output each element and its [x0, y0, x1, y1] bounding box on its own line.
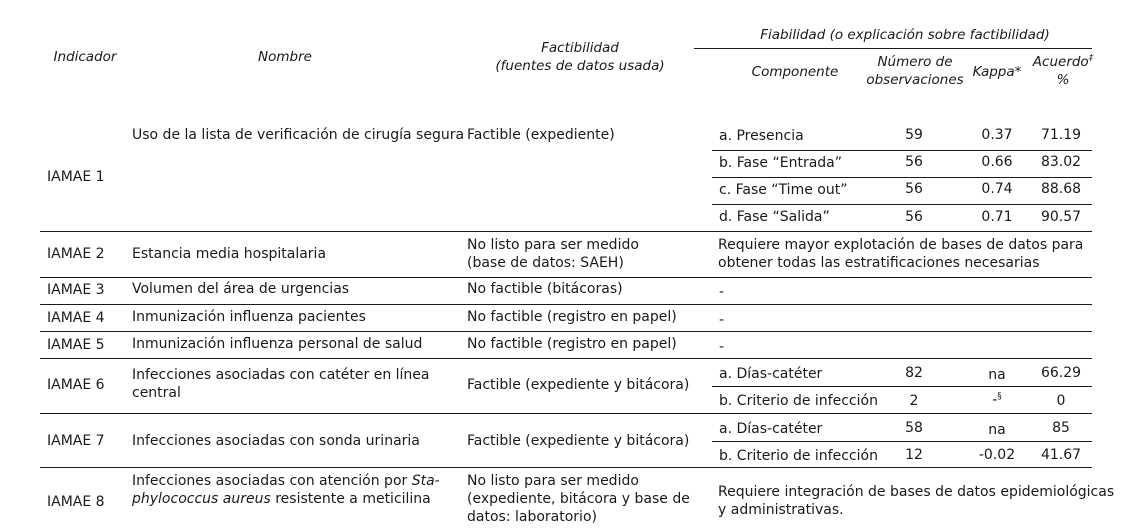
header-nombre: Nombre: [258, 49, 312, 65]
row8-factibilidad-line1: No listo para ser medido: [467, 473, 639, 489]
row-divider: [40, 467, 1092, 468]
header-num-obs-line1: Número de: [877, 54, 953, 70]
row2-factibilidad-line1: No listo para ser medido: [467, 237, 639, 253]
header-factibilidad: [460, 39, 700, 75]
row8-fiabilidad-line2: y administrativas.: [718, 502, 844, 518]
row4-nombre: Inmunización influenza pacientes: [132, 309, 366, 325]
row7-comp-b-n: 12: [905, 447, 923, 463]
row1-comp-d-kappa: 0.71: [981, 209, 1013, 225]
row1-indicador: IAMAE 1: [47, 169, 105, 185]
row6-factibilidad: Factible (expediente y bitácora): [467, 377, 690, 393]
row1-comp-d-n: 56: [905, 209, 923, 225]
row7-comp-b-acuerdo: 41.67: [1040, 447, 1082, 463]
row6-rule-a: [712, 386, 1092, 387]
row8-factibilidad-line2: (expediente, bitácora y base de: [467, 491, 690, 507]
row7-comp-b: b. Criterio de infección: [719, 448, 878, 464]
row1-comp-c: c. Fase “Time out”: [719, 182, 848, 198]
row-divider: [40, 277, 1092, 278]
header-indicador: Indicador: [53, 49, 117, 65]
row6-nombre-line2: central: [132, 385, 181, 401]
header-fiabilidad-rule: [694, 48, 1092, 49]
row7-comp-b-kappa: -0.02: [978, 447, 1016, 463]
row-divider: [40, 358, 1092, 359]
row-divider: [40, 331, 1092, 332]
row3-factibilidad: No factible (bitácoras): [467, 281, 623, 297]
row-divider: [40, 413, 1092, 414]
row8-nombre-line2: [132, 490, 454, 508]
row2-factibilidad-line2: (base de datos: SAEH): [467, 255, 624, 271]
row1-comp-c-n: 56: [905, 181, 923, 197]
row3-fiabilidad: -: [719, 284, 725, 300]
row8-factibilidad: [467, 472, 695, 526]
row1-comp-a-acuerdo: 71.19: [1040, 127, 1082, 143]
row5-nombre: Inmunización influenza personal de salud: [132, 336, 423, 352]
row-divider: [40, 231, 1092, 232]
row1-comp-b-acuerdo: 83.02: [1040, 154, 1082, 170]
row1-comp-a: a. Presencia: [719, 128, 804, 144]
row8-factibilidad-line3: datos: laboratorio): [467, 509, 597, 525]
row6-nombre-line1: Infecciones asociadas con catéter en línea: [132, 367, 430, 383]
row6-comp-b-kappa: [966, 391, 1028, 409]
row1-rule-c: [712, 204, 1092, 205]
row8-nombre-line2-text: resistente a meticilina: [270, 491, 431, 507]
row1-comp-d-acuerdo: 90.57: [1040, 209, 1082, 225]
row1-rule-a: [712, 150, 1092, 151]
row7-comp-a: a. Días-catéter: [719, 421, 823, 437]
header-acuerdo-label: Acuerdo: [1032, 54, 1089, 70]
row1-comp-b: b. Fase “Entrada”: [719, 155, 843, 171]
row7-nombre: Infecciones asociadas con sonda urinaria: [132, 433, 420, 449]
row3-nombre: Volumen del área de urgencias: [132, 281, 350, 297]
row6-comp-a-acuerdo: 66.29: [1040, 365, 1082, 381]
row6-comp-b-kappa-mark: §: [997, 391, 1002, 402]
row1-comp-d: d. Fase “Salida”: [719, 209, 830, 225]
row2-factibilidad: [467, 236, 639, 272]
row6-comp-a: a. Días-catéter: [719, 366, 823, 382]
row5-indicador: IAMAE 5: [47, 337, 105, 353]
row7-comp-a-kappa: na: [988, 422, 1006, 438]
row8-indicador: IAMAE 8: [47, 494, 105, 510]
row6-comp-b-kappa-value: -: [992, 392, 998, 408]
row8-nombre: [132, 472, 454, 508]
header-factibilidad-line1: Factibilidad: [541, 40, 619, 56]
row7-indicador: IAMAE 7: [47, 433, 105, 449]
header-fiabilidad: Fiabilidad (o explicación sobre factibilidad): [760, 27, 1050, 43]
row7-rule-a: [712, 441, 1092, 442]
row1-factibilidad: Factible (expediente): [467, 127, 615, 143]
row6-indicador: IAMAE 6: [47, 377, 105, 393]
header-acuerdo-mark: ‡: [1088, 53, 1094, 64]
row7-factibilidad: Factible (expediente y bitácora): [467, 433, 690, 449]
row6-comp-a-kappa: na: [988, 367, 1006, 383]
row8-nombre-line1: [132, 472, 454, 490]
row6-comp-a-n: 82: [905, 365, 923, 381]
row2-fiabilidad-line1: Requiere mayor explotación de bases de datos para: [718, 237, 1084, 253]
row4-factibilidad: No factible (registro en papel): [467, 309, 677, 325]
header-componente: Componente: [751, 64, 839, 80]
row5-fiabilidad: -: [719, 339, 725, 355]
row8-nombre-line2-italic: phylococcus aureus: [132, 491, 271, 507]
row1-comp-b-n: 56: [905, 154, 923, 170]
row6-comp-b-n: 2: [909, 393, 919, 409]
row6-comp-b-acuerdo: 0: [1056, 393, 1066, 409]
row2-indicador: IAMAE 2: [47, 246, 105, 262]
row4-indicador: IAMAE 4: [47, 310, 105, 326]
row1-comp-a-n: 59: [905, 127, 923, 143]
row7-comp-a-n: 58: [905, 420, 923, 436]
header-num-obs: [860, 53, 970, 89]
row2-nombre: Estancia media hospitalaria: [132, 246, 327, 262]
row1-comp-b-kappa: 0.66: [981, 154, 1013, 170]
row4-fiabilidad: -: [719, 312, 725, 328]
row8-nombre-line1-italic: Sta-: [411, 473, 440, 489]
row-divider: [40, 304, 1092, 305]
row6-comp-b: b. Criterio de infección: [719, 393, 878, 409]
header-num-obs-line2: observaciones: [866, 72, 964, 88]
header-pct: %: [1056, 72, 1070, 88]
header-kappa: Kappa*: [972, 64, 1022, 80]
row8-fiabilidad-line1: Requiere integración de bases de datos epidemiológicas: [718, 484, 1115, 500]
row1-comp-c-kappa: 0.74: [981, 181, 1013, 197]
row2-fiabilidad-line2: obtener todas las estratificaciones necesarias: [718, 255, 1040, 271]
row5-factibilidad: No factible (registro en papel): [467, 336, 677, 352]
header-acuerdo: [1028, 53, 1098, 89]
row6-nombre: [132, 366, 454, 402]
row1-rule-b: [712, 177, 1092, 178]
row8-nombre-line1-text: Infecciones asociadas con atención por: [132, 473, 412, 489]
row8-fiabilidad: [718, 483, 1115, 519]
row7-comp-a-acuerdo: 85: [1052, 420, 1070, 436]
row1-comp-c-acuerdo: 88.68: [1040, 181, 1082, 197]
header-factibilidad-line2: (fuentes de datos usada): [495, 58, 665, 74]
row3-indicador: IAMAE 3: [47, 282, 105, 298]
row2-fiabilidad: [718, 236, 1092, 272]
row1-nombre: Uso de la lista de verificación de cirugía segura: [132, 127, 465, 143]
row1-comp-a-kappa: 0.37: [981, 127, 1013, 143]
